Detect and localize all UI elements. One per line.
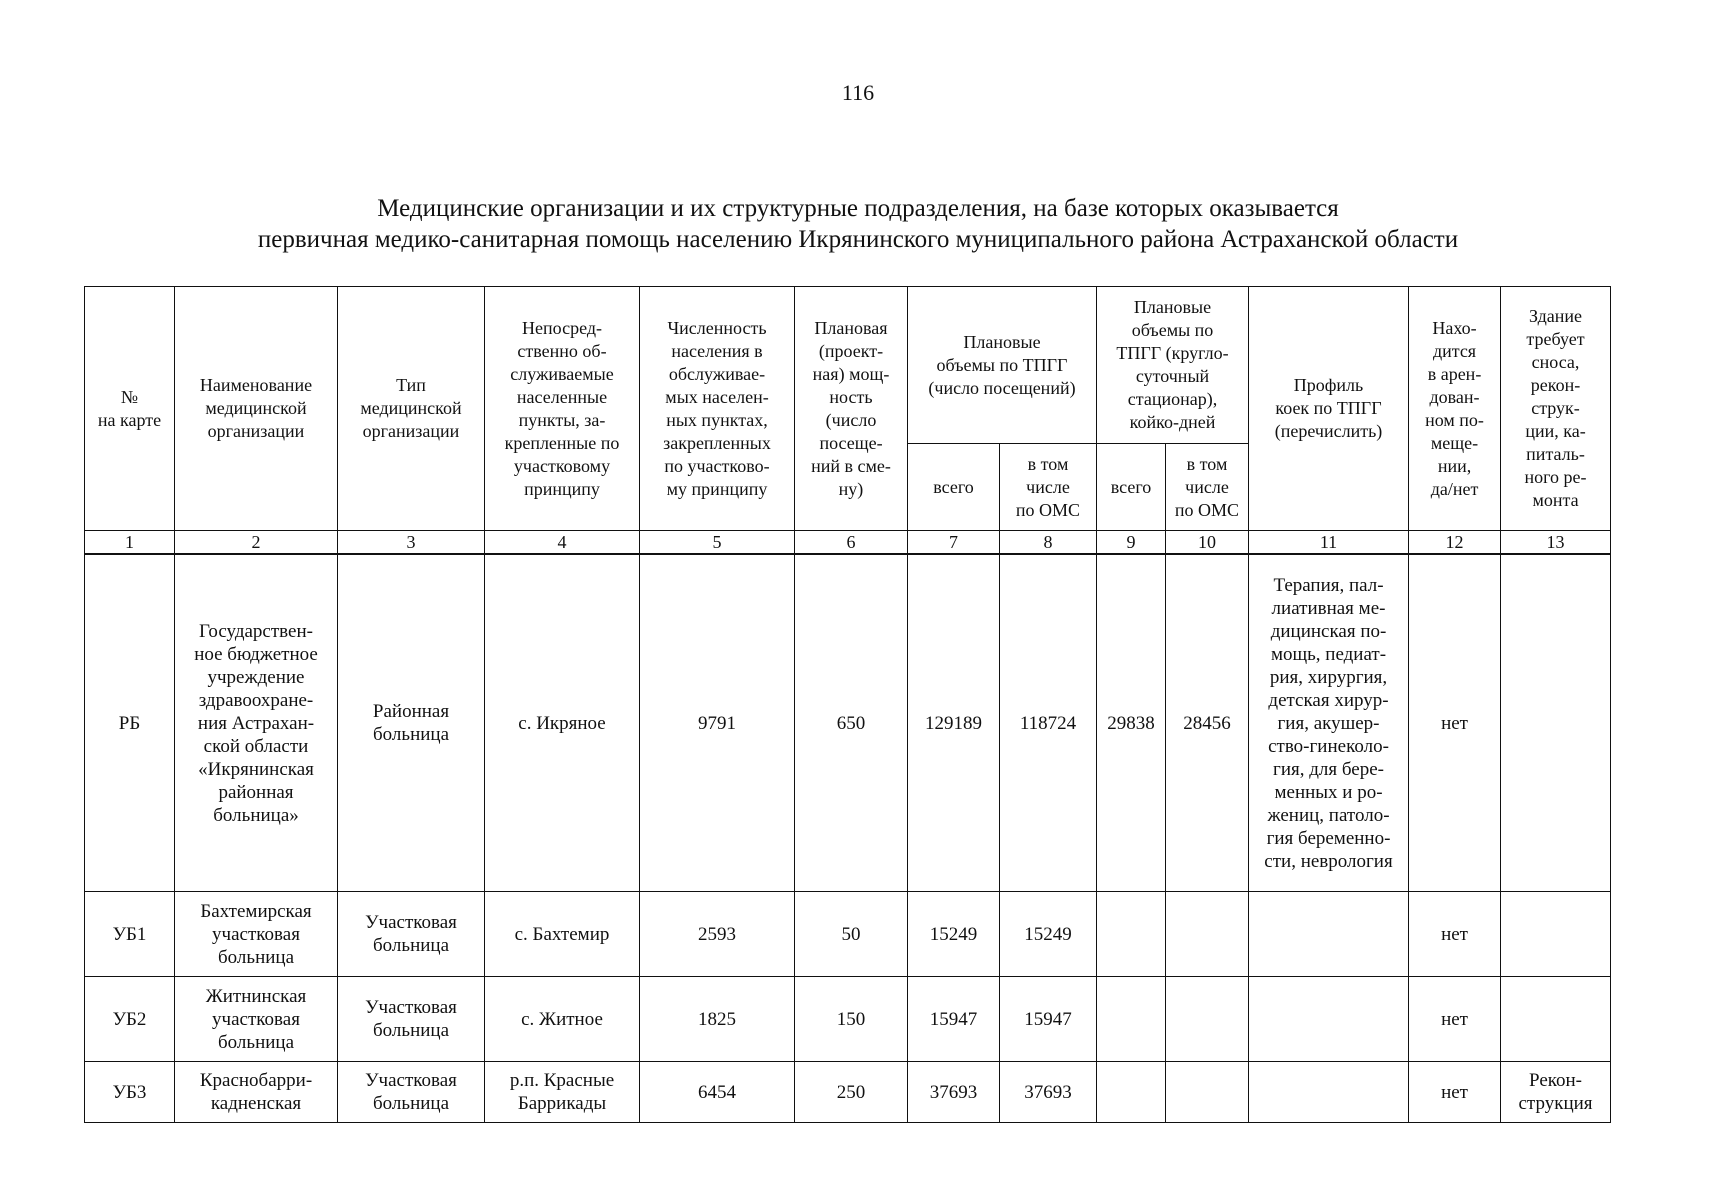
column-number: 10 bbox=[1166, 531, 1249, 555]
cell-settlement: с. Житное bbox=[485, 977, 640, 1062]
cell-rented: нет bbox=[1409, 977, 1501, 1062]
column-number: 11 bbox=[1249, 531, 1409, 555]
table-row bbox=[85, 1062, 1611, 1123]
header-served-settlements: Непосред- ственно об- служиваемые населенные пункты, за- крепленные по участковому принципу bbox=[485, 287, 640, 531]
cell-org-type: Участковая больница bbox=[338, 892, 485, 977]
cell-rented: нет bbox=[1409, 892, 1501, 977]
table-body bbox=[85, 554, 1611, 1123]
cell-population: 2593 bbox=[640, 892, 795, 977]
cell-org-name: Государствен- ное бюджетное учреждение здравоохране- ния Астрахан- ской области «Икрянинская районная больница» bbox=[175, 554, 338, 892]
cell-org-type: Участковая больница bbox=[338, 977, 485, 1062]
column-number: 6 bbox=[795, 531, 908, 555]
table-row bbox=[85, 892, 1611, 977]
cell-reconstruction: Рекон- струкция bbox=[1501, 1062, 1611, 1123]
column-number: 1 bbox=[85, 531, 175, 555]
cell-capacity: 250 bbox=[795, 1062, 908, 1123]
cell-beddays-total bbox=[1097, 1062, 1166, 1123]
cell-capacity: 150 bbox=[795, 977, 908, 1062]
table-header bbox=[85, 287, 1611, 531]
title-line-1: Медицинские организации и их структурные подразделения, на базе которых оказывается bbox=[377, 195, 1339, 222]
column-number: 5 bbox=[640, 531, 795, 555]
cell-capacity: 50 bbox=[795, 892, 908, 977]
cell-visits-oms: 15947 bbox=[1000, 977, 1097, 1062]
cell-rented: нет bbox=[1409, 554, 1501, 892]
cell-beddays-total bbox=[1097, 892, 1166, 977]
column-number: 3 bbox=[338, 531, 485, 555]
cell-visits-total: 129189 bbox=[908, 554, 1000, 892]
header-building-status: Здание требует сноса, рекон- струк- ции, ка- питаль- ного ре- монта bbox=[1501, 287, 1611, 531]
cell-code: РБ bbox=[85, 554, 175, 892]
header-beddays-total: всего bbox=[1097, 444, 1166, 531]
header-map-number: № на карте bbox=[85, 287, 175, 531]
header-group-bed-days: Плановые объемы по ТПГГ (кругло- суточный стационар), койко-дней bbox=[1097, 287, 1249, 444]
cell-org-name: Житнинская участковая больница bbox=[175, 977, 338, 1062]
column-number: 13 bbox=[1501, 531, 1611, 555]
header-group-visits: Плановые объемы по ТПГГ (число посещений) bbox=[908, 287, 1097, 444]
header-rented: Нахо- дится в арен- дован- ном по- меще- нии, да/нет bbox=[1409, 287, 1501, 531]
header-visits-oms: в том числе по ОМС bbox=[1000, 444, 1097, 531]
cell-population: 1825 bbox=[640, 977, 795, 1062]
cell-settlement: с. Бахтемир bbox=[485, 892, 640, 977]
header-planned-capacity: Плановая (проект- ная) мощ- ность (число посеще- ний в сме- ну) bbox=[795, 287, 908, 531]
cell-org-type: Районная больница bbox=[338, 554, 485, 892]
column-number: 9 bbox=[1097, 531, 1166, 555]
cell-code: УБ1 bbox=[85, 892, 175, 977]
cell-reconstruction bbox=[1501, 892, 1611, 977]
cell-org-type: Участковая больница bbox=[338, 1062, 485, 1123]
cell-beddays-oms: 28456 bbox=[1166, 554, 1249, 892]
cell-reconstruction bbox=[1501, 554, 1611, 892]
cell-bed-profile bbox=[1249, 977, 1409, 1062]
document-title bbox=[0, 193, 1716, 255]
table-row bbox=[85, 977, 1611, 1062]
table-row bbox=[85, 554, 1611, 892]
cell-beddays-oms bbox=[1166, 892, 1249, 977]
cell-visits-oms: 15249 bbox=[1000, 892, 1097, 977]
cell-visits-total: 15947 bbox=[908, 977, 1000, 1062]
header-row-main bbox=[85, 287, 1611, 444]
header-bed-profile: Профиль коек по ТПГГ (перечислить) bbox=[1249, 287, 1409, 531]
cell-visits-oms: 118724 bbox=[1000, 554, 1097, 892]
column-number: 4 bbox=[485, 531, 640, 555]
cell-beddays-total bbox=[1097, 977, 1166, 1062]
header-org-type: Тип медицинской организации bbox=[338, 287, 485, 531]
cell-population: 9791 bbox=[640, 554, 795, 892]
cell-population: 6454 bbox=[640, 1062, 795, 1123]
cell-settlement: с. Икряное bbox=[485, 554, 640, 892]
column-number: 7 bbox=[908, 531, 1000, 555]
header-population: Численность населения в обслуживае- мых населен- ных пунктах, закрепленных по участково- му принципу bbox=[640, 287, 795, 531]
page-number: 116 bbox=[841, 80, 875, 105]
cell-org-name: Краснобарри- кадненская bbox=[175, 1062, 338, 1123]
column-number-row bbox=[85, 531, 1611, 555]
cell-beddays-oms bbox=[1166, 977, 1249, 1062]
cell-capacity: 650 bbox=[795, 554, 908, 892]
column-number: 8 bbox=[1000, 531, 1097, 555]
medical-organizations-table bbox=[84, 286, 1611, 1123]
cell-beddays-oms bbox=[1166, 1062, 1249, 1123]
cell-settlement: р.п. Красные Баррикады bbox=[485, 1062, 640, 1123]
cell-org-name: Бахтемирская участковая больница bbox=[175, 892, 338, 977]
header-visits-total: всего bbox=[908, 444, 1000, 531]
cell-visits-oms: 37693 bbox=[1000, 1062, 1097, 1123]
header-beddays-oms: в том числе по ОМС bbox=[1166, 444, 1249, 531]
column-numbers bbox=[85, 531, 1611, 555]
cell-visits-total: 15249 bbox=[908, 892, 1000, 977]
header-org-name: Наименование медицинской организации bbox=[175, 287, 338, 531]
cell-bed-profile bbox=[1249, 892, 1409, 977]
column-number: 12 bbox=[1409, 531, 1501, 555]
column-number: 2 bbox=[175, 531, 338, 555]
cell-bed-profile: Терапия, пал- лиативная ме- дицинская по- мощь, педиат- рия, хирургия, детская хирур- гия, акушер- ство-гинеколо- гия, для бере- менных и ро- жениц, патоло- гия беременно- сти, неврология bbox=[1249, 554, 1409, 892]
cell-reconstruction bbox=[1501, 977, 1611, 1062]
cell-rented: нет bbox=[1409, 1062, 1501, 1123]
cell-visits-total: 37693 bbox=[908, 1062, 1000, 1123]
cell-bed-profile bbox=[1249, 1062, 1409, 1123]
cell-beddays-total: 29838 bbox=[1097, 554, 1166, 892]
cell-code: УБ3 bbox=[85, 1062, 175, 1123]
cell-code: УБ2 bbox=[85, 977, 175, 1062]
title-line-2: первичная медико-санитарная помощь населению Икрянинского муниципального района Астраханской области bbox=[257, 226, 1459, 253]
